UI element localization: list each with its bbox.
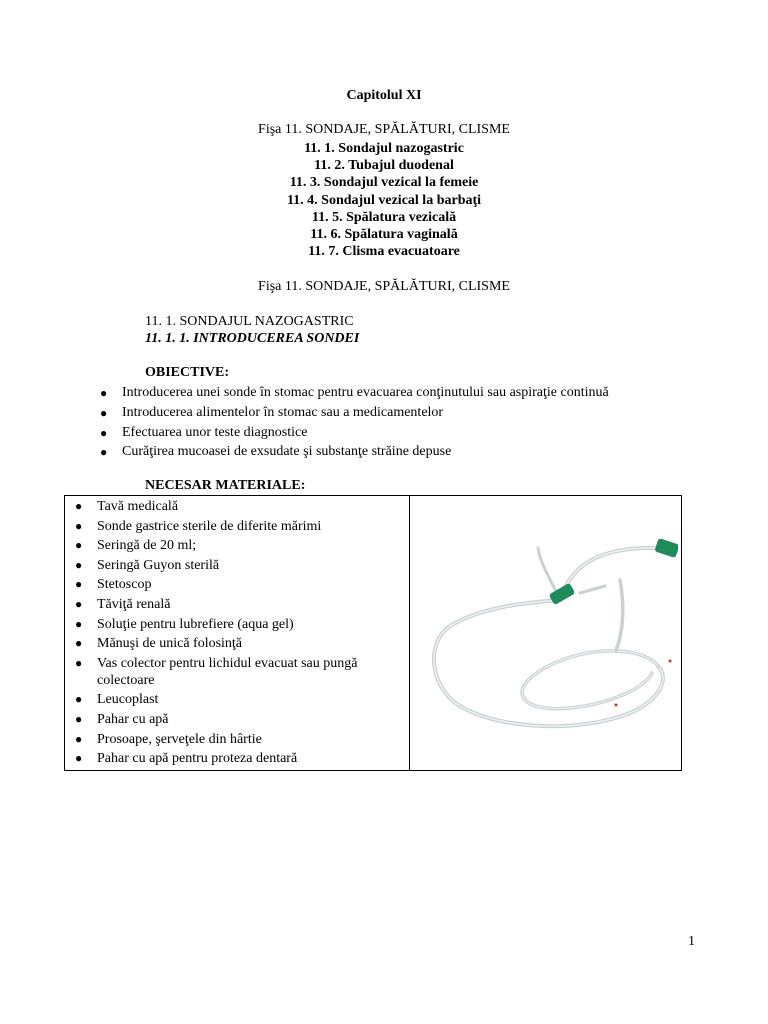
nasogastric-tube-image — [420, 508, 678, 758]
page-number: 1 — [688, 934, 695, 949]
chapter-title: Capitolul XI — [346, 88, 422, 103]
material-text: Sonde gastrice sterile de diferite mărimi — [97, 518, 322, 534]
objective-text: Efectuarea unor teste diagnostice — [122, 424, 308, 440]
materials-table — [64, 495, 682, 771]
material-text: Stetoscop — [97, 577, 152, 593]
section-heading: Fişa 11. SONDAJE, SPĂLĂTURI, CLISME — [258, 279, 510, 294]
list-item — [75, 498, 405, 515]
material-text: Tăviţă renală — [97, 596, 171, 612]
subsection-title: 11. 1. 1. INTRODUCEREA SONDEI — [145, 331, 360, 346]
objective-text: Introducerea unei sonde în stomac pentru evacuarea conţinutului sau aspiraţie continuă — [122, 385, 609, 400]
bullet-icon: ● — [75, 636, 83, 651]
list-item — [75, 557, 405, 574]
bullet-icon: ● — [75, 751, 83, 766]
material-text: Tavă medicală — [97, 499, 179, 514]
material-text: Seringă de 20 ml; — [97, 538, 197, 554]
section-title: 11. 1. SONDAJUL NAZOGASTRIC — [145, 314, 354, 329]
list-item — [100, 424, 609, 444]
bullet-icon: ● — [75, 577, 83, 592]
material-text: Leucoplast — [97, 692, 159, 708]
bullet-icon: ● — [100, 425, 108, 440]
bullet-icon: ● — [75, 538, 83, 553]
list-item — [100, 443, 609, 463]
bullet-icon: ● — [100, 445, 108, 460]
bullet-icon: ● — [75, 596, 83, 611]
material-text: Mănuşi de unică folosinţă — [97, 636, 243, 652]
list-item — [75, 711, 405, 728]
bullet-icon: ● — [75, 557, 83, 572]
toc-item: 11. 2. Tubajul duodenal — [314, 158, 454, 174]
table-divider — [409, 496, 410, 770]
bullet-icon: ● — [75, 692, 83, 707]
list-item — [75, 576, 405, 593]
objective-text: Curăţirea mucoasei de exsudate şi substanţe străine depuse — [122, 444, 452, 460]
bullet-icon: ● — [75, 655, 83, 670]
list-item — [100, 404, 609, 424]
toc-item: 11. 3. Sondajul vezical la femeie — [289, 175, 479, 191]
bullet-icon: ● — [75, 731, 83, 746]
list-item — [75, 750, 405, 767]
bullet-icon: ● — [75, 711, 83, 726]
toc-item: 11. 1. Sondajul nazogastric — [304, 141, 464, 156]
list-item — [75, 655, 405, 689]
materials-heading: NECESAR MATERIALE: — [145, 478, 306, 493]
table-of-contents — [0, 140, 768, 260]
bullet-icon: ● — [100, 405, 108, 420]
toc-item: 11. 5. Spălatura vezicală — [311, 209, 457, 225]
materials-list — [75, 498, 405, 770]
material-text: Seringă Guyon sterilă — [97, 557, 220, 573]
list-item — [75, 691, 405, 708]
material-text: Prosoape, şerveţele din hârtie — [97, 731, 262, 747]
toc-item: 11. 6. Spălatura vaginală — [310, 226, 458, 242]
list-item — [75, 537, 405, 554]
material-text: Pahar cu apă — [97, 711, 169, 727]
bullet-icon: ● — [75, 616, 83, 631]
bullet-icon: ● — [75, 518, 83, 533]
bullet-icon: ● — [100, 386, 108, 400]
toc-item: 11. 4. Sondajul vezical la barbaţi — [286, 192, 482, 208]
toc-item: 11. 7. Clisma evacuatoare — [308, 244, 460, 260]
material-text: Soluţie pentru lubrefiere (aqua gel) — [97, 616, 294, 632]
list-item — [75, 616, 405, 633]
list-item — [75, 731, 405, 748]
list-item — [75, 635, 405, 652]
objectives-heading: OBIECTIVE: — [145, 365, 230, 380]
list-item — [75, 518, 405, 535]
list-item — [100, 384, 609, 404]
toc-heading: Fişa 11. SONDAJE, SPĂLĂTURI, CLISME — [258, 122, 510, 137]
material-text: Pahar cu apă pentru proteza dentară — [97, 751, 298, 767]
bullet-icon: ● — [75, 499, 83, 513]
material-text: Vas colector pentru lichidul evacuat sau pungă colectoare — [97, 655, 358, 688]
objective-text: Introducerea alimentelor în stomac sau a medicamentelor — [122, 404, 444, 420]
objectives-list — [100, 384, 609, 463]
list-item — [75, 596, 405, 613]
